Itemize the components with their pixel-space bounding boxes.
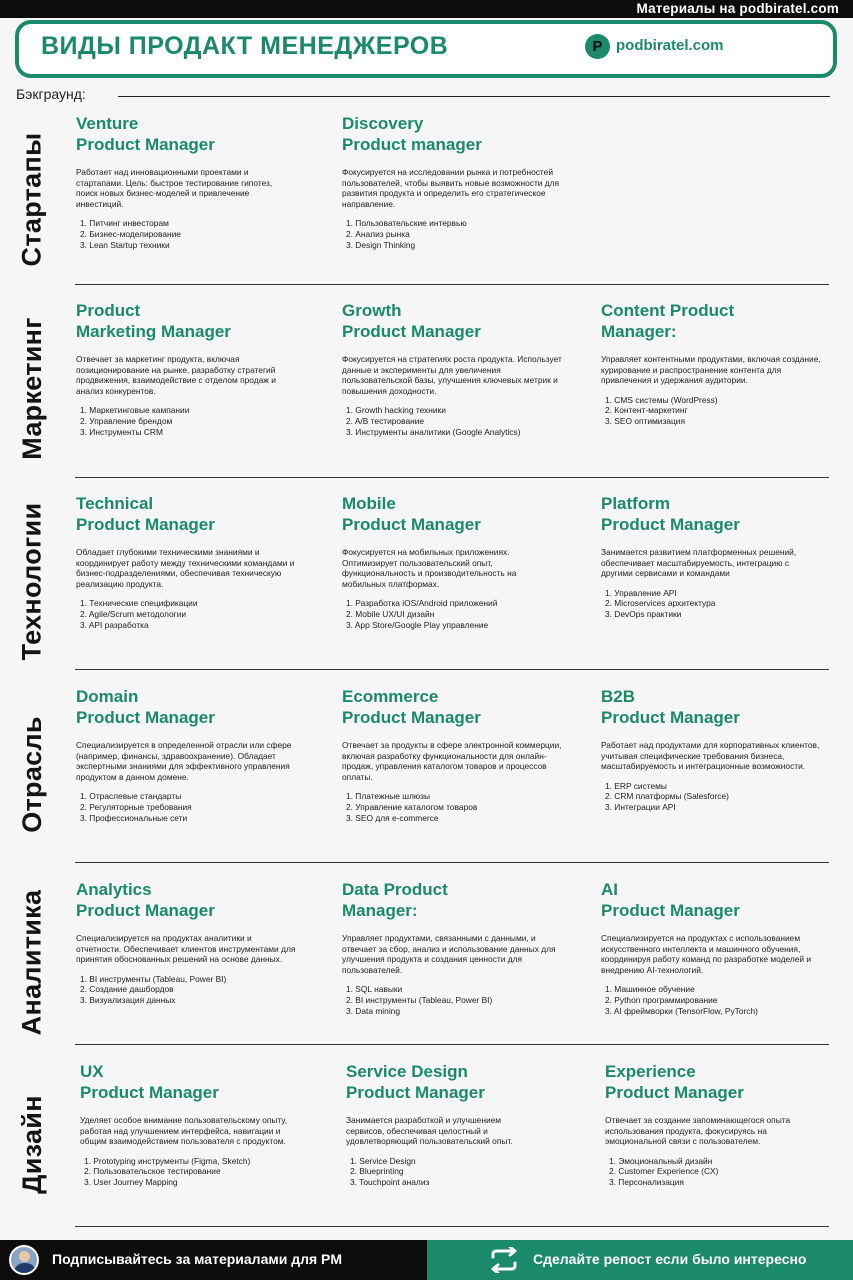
list-item: 1. ERP системы	[605, 780, 667, 791]
list-item: 1. Пользовательские интервью	[346, 218, 467, 229]
row-analytics	[0, 879, 853, 1045]
skills-list	[601, 588, 851, 620]
divider	[75, 1044, 829, 1045]
role-card	[80, 1061, 330, 1188]
list-item: 2. Бизнес-моделирование	[80, 228, 181, 239]
skills-list	[605, 1156, 853, 1188]
role-description: Управляет продуктами, связанными с данными, и отвечает за сбор, анализ и использование данных для улучшения продукта и создания ценности для пользователей.	[342, 933, 556, 975]
role-description: Фокусируется на исследовании рынка и потребностей пользователей, чтобы выявить новые возможности для развития продукта и определить его стратегическое направление.	[342, 167, 560, 209]
list-item: 2. Customer Experience (CX)	[609, 1166, 719, 1177]
role-description: Специализируется в определенной отрасли или сфере (например, финансы, здравоохранение). Обладает экспертными знаниями для эффективного управления продуктом в данном домене.	[76, 740, 292, 782]
divider	[75, 1226, 829, 1227]
list-item: 2. Microservices архитектура	[605, 598, 716, 609]
role-card	[76, 113, 326, 250]
skills-list	[342, 598, 592, 630]
list-item: 3. DevOps практики	[605, 608, 682, 619]
background-label: Бэкграунд:	[16, 86, 86, 102]
list-item: 3. Персонализация	[609, 1176, 684, 1187]
skills-list	[80, 1156, 330, 1188]
list-item: 1. Маркетинговые кампании	[80, 405, 190, 416]
subscribe-text[interactable]: Подписывайтесь за материалами для PM	[52, 1251, 343, 1267]
list-item: 2. Blueprinting	[350, 1166, 404, 1177]
list-item: 1. SQL навыки	[346, 984, 403, 995]
list-item: 1. Управление API	[605, 587, 677, 598]
avatar	[9, 1245, 39, 1275]
list-item: 3. Design Thinking	[346, 239, 416, 250]
role-description: Обладает глубокими техническими знаниями и координирует работу между техническими командами и бизнес-подразделениями, обеспечивая техническую реализацию продукта.	[76, 547, 295, 589]
role-title: Analytics Product Manager	[76, 880, 215, 920]
list-item: 2. Анализ рынка	[346, 228, 410, 239]
role-card	[601, 300, 851, 427]
role-title: Mobile Product Manager	[342, 494, 481, 534]
role-card	[342, 686, 592, 823]
list-item: 2. Управление каталогом товаров	[346, 801, 478, 812]
top-bar-text[interactable]: Материалы на podbiratel.com	[636, 1, 839, 16]
list-item: 1. Prototyping инструменты (Figma, Sketch)	[84, 1155, 251, 1166]
skills-list	[76, 598, 326, 630]
role-card	[605, 1061, 853, 1188]
list-item: 3. Lean Startup техники	[80, 239, 170, 250]
list-item: 1. Машинное обучение	[605, 984, 695, 995]
role-card	[342, 879, 592, 1016]
list-item: 2. Python программирование	[605, 994, 718, 1005]
role-title: Data Product Manager:	[342, 880, 448, 920]
skills-list	[342, 405, 592, 437]
skills-list	[601, 984, 851, 1016]
role-card	[601, 686, 851, 813]
list-item: 3. API разработка	[80, 619, 149, 630]
category-label: Стартапы	[16, 132, 47, 266]
skills-list	[76, 974, 326, 1006]
role-title: Ecommerce Product Manager	[342, 687, 481, 727]
category-label: Маркетинг	[16, 316, 47, 460]
category-label: Технологии	[16, 502, 47, 660]
role-title: UX Product Manager	[80, 1062, 219, 1102]
role-description: Фокусируется на мобильных приложениях. Оптимизирует пользовательский опыт, функциональность и производительность на мобильных платформах.	[342, 547, 517, 589]
role-card	[76, 879, 326, 1006]
row-marketing	[0, 300, 853, 476]
divider	[75, 669, 829, 670]
skills-list	[76, 405, 326, 437]
list-item: 1. CMS системы (WordPress)	[605, 394, 718, 405]
list-item: 3. Визуализация данных	[80, 994, 176, 1005]
skills-list	[76, 218, 326, 250]
list-item: 2. Создание дашбордов	[80, 984, 174, 995]
list-item: 3. Touchpoint анализ	[350, 1176, 430, 1187]
role-title: Domain Product Manager	[76, 687, 215, 727]
list-item: 2. Пользовательское тестирование	[84, 1166, 221, 1177]
list-item: 1. Питчинг инвесторам	[80, 218, 169, 229]
logo-icon: P	[585, 34, 610, 59]
page-title: ВИДЫ ПРОДАКТ МЕНЕДЖЕРОВ	[41, 32, 449, 60]
list-item: 1. Технические спецификации	[80, 598, 198, 609]
top-bar	[0, 0, 853, 18]
list-item: 3. SEO оптимизация	[605, 415, 685, 426]
list-item: 2. BI инструменты (Tableau, Power BI)	[346, 994, 493, 1005]
row-industry	[0, 686, 853, 862]
role-card	[342, 493, 592, 630]
repost-text[interactable]: Сделайте репост если было интересно	[533, 1251, 807, 1267]
repost-icon	[487, 1247, 521, 1273]
list-item: 3. SEO для e-commerce	[346, 812, 439, 823]
role-title: Technical Product Manager	[76, 494, 215, 534]
divider	[75, 862, 829, 863]
role-description: Отвечает за создание запоминающегося опыта использования продукта, фокусируясь на эмоциональной связи с пользователем.	[605, 1115, 791, 1147]
skills-list	[342, 791, 592, 823]
role-card	[346, 1061, 596, 1188]
list-item: 2. Контент-маркетинг	[605, 405, 688, 416]
skills-list	[342, 218, 592, 250]
category-label: Дизайн	[16, 1094, 47, 1194]
role-title: Content Product Manager:	[601, 301, 735, 341]
skills-list	[346, 1156, 596, 1188]
list-item: 3. User Journey Mapping	[84, 1176, 178, 1187]
category-label: Отрасль	[16, 715, 47, 833]
role-description: Занимается развитием платформенных решений, обеспечивает масштабируемость, интеграцию с другими сервисами и командами	[601, 547, 797, 579]
role-description: Работает над инновационными проектами и стартапами. Цель: быстрое тестирование гипотез, поиск новых бизнес-моделей и привлечение инвестиций.	[76, 167, 273, 209]
skills-list	[342, 984, 592, 1016]
role-description: Специализируется на продуктах с использованием искусственного интеллекта и машинного обучения, координируя работу команд по разработке моделей и внедрению AI-технологий.	[601, 933, 812, 975]
role-title: Platform Product Manager	[601, 494, 740, 534]
list-item: 3. App Store/Google Play управление	[346, 619, 489, 630]
site-link[interactable]: podbiratel.com	[616, 37, 724, 54]
list-item: 1. Growth hacking техники	[346, 405, 446, 416]
list-item: 2. Agile/Scrum методологии	[80, 608, 187, 619]
list-item: 1. Платежные шлюзы	[346, 791, 430, 802]
role-title: Venture Product Manager	[76, 114, 215, 154]
list-item: 3. Инструменты CRM	[80, 426, 163, 437]
role-card	[76, 493, 326, 630]
row-design	[0, 1061, 853, 1227]
role-description: Управляет контентными продуктами, включая создание, курирование и распространение контента для привлечения и удержания аудитории.	[601, 354, 821, 386]
header-banner	[15, 20, 837, 78]
list-item: 3. AI фреймворки (TensorFlow, PyTorch)	[605, 1005, 758, 1016]
list-item: 3. Профессиональные сети	[80, 812, 188, 823]
role-card	[76, 300, 326, 437]
role-card	[342, 300, 592, 437]
role-title: AI Product Manager	[601, 880, 740, 920]
subscribe-banner[interactable]	[0, 1240, 427, 1280]
skills-list	[601, 781, 851, 813]
list-item: 2. CRM платформы (Salesforce)	[605, 791, 729, 802]
divider	[75, 477, 829, 478]
list-item: 2. Регуляторные требования	[80, 801, 192, 812]
skills-list	[76, 791, 326, 823]
list-item: 1. Разработка iOS/Android приложений	[346, 598, 498, 609]
role-description: Занимается разработкой и улучшением сервисов, обеспечивая целостный и удовлетворяющий пользовательский опыт.	[346, 1115, 513, 1147]
row-startups	[0, 113, 853, 285]
role-card	[601, 879, 851, 1016]
divider	[118, 96, 830, 97]
role-description: Отвечает за маркетинг продукта, включая позиционирование на рынке, разработку стратегий продвижения, взаимодействие с отделом продаж и анализ конкурентов.	[76, 354, 276, 396]
repost-banner[interactable]	[427, 1240, 853, 1280]
divider	[75, 284, 829, 285]
list-item: 3. Интеграции API	[605, 801, 676, 812]
list-item: 3. Data mining	[346, 1005, 400, 1016]
list-item: 2. Mobile UX/UI дизайн	[346, 608, 435, 619]
role-title: Discovery Product manager	[342, 114, 482, 154]
role-description: Отвечает за продукты в сфере электронной коммерции, включая разработку функциональности для онлайн-продаж, управления каталогом товаров и процессов оплаты.	[342, 740, 562, 782]
row-technology	[0, 493, 853, 669]
role-title: Experience Product Manager	[605, 1062, 744, 1102]
list-item: 1. Эмоциональный дизайн	[609, 1155, 713, 1166]
list-item: 3. Инструменты аналитики (Google Analytics)	[346, 426, 521, 437]
list-item: 2. Управление брендом	[80, 415, 173, 426]
role-description: Фокусируется на стратегиях роста продукта. Использует данные и эксперименты для увеличения пользовательской базы, улучшения ключевых метрик и повышения доходности.	[342, 354, 562, 396]
role-title: Product Marketing Manager	[76, 301, 231, 341]
list-item: 1. Отраслевые стандарты	[80, 791, 182, 802]
role-card	[76, 686, 326, 823]
list-item: 1. Service Design	[350, 1155, 416, 1166]
role-description: Уделяет особое внимание пользовательскому опыту, работая над улучшением интерфейса, навигации и общим взаимодействием пользователя с продуктом.	[80, 1115, 288, 1147]
role-description: Специализируется на продуктах аналитики и отчетности. Обеспечивает клиентов инструментами для принятия обоснованных решений на основе данных.	[76, 933, 296, 965]
role-title: Growth Product Manager	[342, 301, 481, 341]
list-item: 1. BI инструменты (Tableau, Power BI)	[80, 973, 227, 984]
role-description: Работает над продуктами для корпоративных клиентов, учитывая специфические требования бизнеса, масштабируемость и интеграционные возможности.	[601, 740, 820, 772]
skills-list	[601, 395, 851, 427]
role-title: Service Design Product Manager	[346, 1062, 485, 1102]
role-title: B2B Product Manager	[601, 687, 740, 727]
role-card	[342, 113, 592, 250]
list-item: 2. A/B тестирование	[346, 415, 425, 426]
category-label: Аналитика	[16, 889, 47, 1035]
role-card	[601, 493, 851, 620]
